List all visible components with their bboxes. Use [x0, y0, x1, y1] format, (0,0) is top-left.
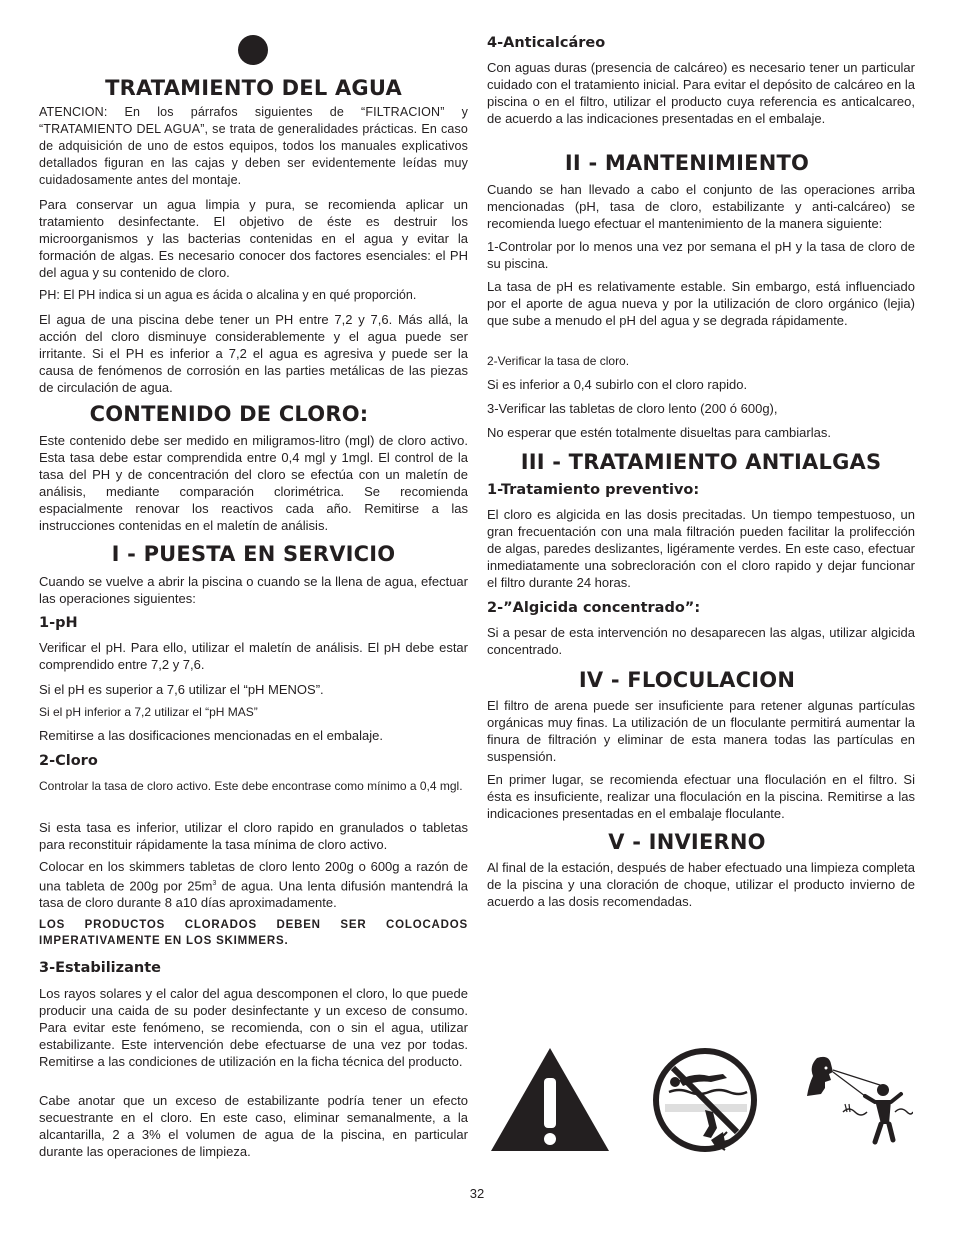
paragraph-ph-mas: Si el pH inferior a 7,2 utilizar el “pH MAS”	[39, 705, 258, 719]
subheading-cloro: 2-Cloro	[39, 753, 98, 769]
paragraph-ph-menos: Si el pH es superior a 7,6 utilizar el “pH MENOS”.	[39, 682, 324, 697]
paragraph-controlar-semana: 1-Controlar por lo menos una vez por semana el pH y la tasa de cloro de su piscina.	[487, 239, 915, 271]
subheading-estabilizante: 3-Estabilizante	[39, 960, 161, 976]
paragraph-estabilizante: Los rayos solares y el calor del agua descomponen el cloro, lo que puede producir una caida de su poder desinfectante y un exceso de consumo. Para evitar este fenómeno, se recomienda, con o sin el agua, utilizar estabilizante. Este intervención debe efectuarse de una vez por todas. Remitirse a las condiciones de utilización en la ficha técnica del producto.	[39, 986, 468, 1069]
paragraph-skimmers: Colocar en los skimmers tabletas de cloro lento 200g o 600g a razón de una tableta de 200g por $25m^3$ de agua. Una lenta difusión mantendrá la tasa de cloro durante 8 a10 días aproximadamente.	[39, 859, 468, 911]
title-floculacion: IV - FLOCULACION	[578, 668, 796, 692]
paragraph-no-esperar: No esperar que estén totalmente disueltas para cambiarlas.	[487, 425, 831, 440]
supervise-children-icon	[803, 1054, 913, 1158]
section-marker-dot	[238, 35, 268, 65]
paragraph-invierno: Al final de la estación, después de haber efectuado una limpieza completa de la piscina y una cloración de choque, utilizar el producto invierno de acuerdo a las dosis recomendadas.	[487, 860, 915, 909]
paragraph-exceso-estabilizante: Cabe anotar que un exceso de estabilizante podría tener un efecto secuestrante en el cloro. En este caso, eliminar semanalmente, a la alcantarilla, 2 a 3% el volumen de agua de la piscina, en particular durante las operaciones de limpieza.	[39, 1093, 468, 1159]
title-mantenimiento: II - MANTENIMIENTO	[564, 151, 810, 175]
subheading-algicida-concentrado: 2-”Algicida concentrado”:	[487, 600, 701, 616]
page-number: 32	[469, 1186, 485, 1201]
paragraph-floculacion-filtro: En primer lugar, se recomienda efectuar una floculación en el filtro. Si ésta es insuficiente, realizar una floculación en la piscina. Remitirse a las indicaciones presentadas en el embalaje floculante.	[487, 772, 915, 821]
paragraph-tabletas: 3-Verificar las tabletas de cloro lento (200 ó 600g),	[487, 401, 778, 416]
title-contenido-de-cloro: CONTENIDO DE CLORO:	[89, 402, 369, 426]
paragraph-dosificaciones: Remitirse a las dosificaciones mencionadas en el embalaje.	[39, 728, 383, 743]
paragraph-puesta-intro: Cuando se vuelve a abrir la piscina o cuando se la llena de agua, efectuar las operaciones siguientes:	[39, 574, 468, 606]
paragraph-mantenimiento-intro: Cuando se han llevado a cabo el conjunto de las operaciones arriba mencionadas (pH, tasa de cloro, estabilizante y anti-calcáreo) se recomienda luego efectuar el mantenimiento de la manera siguiente:	[487, 182, 915, 231]
paragraph-ph-estable: La tasa de pH es relativamente estable. Sin embargo, está influenciado por el aporte de agua nueva y por la utilización de cloro orgánico (lejia) que sube a menudo el pH del agua y se degrada rápidamente.	[487, 279, 915, 328]
paragraph-atencion: ATENCION: En los párrafos siguientes de “FILTRACION” y “TRATAMIENTO DEL AGUA”, se trata de generalidades prácticas. En caso de adquisición de uno de estos equipos, todos los manuales explicativos detallados figuran en las cajas y deben ser evidentemente leídas muy cuidadosamente antes del montaje.	[39, 105, 468, 187]
subheading-ph: 1-pH	[39, 615, 78, 631]
paragraph-verificar-ph: Verificar el pH. Para ello, utilizar el maletín de análisis. El pH debe estar comprendido entre 7,2 y 7,6.	[39, 640, 468, 672]
paragraph-filtro-arena: El filtro de arena puede ser insuficiente para retener algunas partículas orgánicas muy finas. La utilización de un floculante permitirá aumentar la finura de filtración y eliminar de esta manera todas las partículas en suspensión.	[487, 698, 915, 764]
title-puesta-en-servicio: I - PUESTA EN SERVICIO	[111, 542, 396, 566]
paragraph-ph-rango: El agua de una piscina debe tener un PH entre 7,2 y 7,6. Más allá, la acción del cloro disminuye considerablemente y el agua puede ser irritante. Si el PH es inferior a 7,2 el agua es agresiva y puede ser la causa de fenómenos de corrosión en las parties metálicas de las piezas de circulación de agua.	[39, 312, 468, 395]
paragraph-controlar-cloro: Controlar la tasa de cloro activo. Este debe encontrase como mínimo a 0,4 mgl.	[39, 779, 463, 793]
paragraph-subir-cloro: Si es inferior a 0,4 subirlo con el cloro rapido.	[487, 377, 748, 392]
subheading-tratamiento-preventivo: 1-Tratamiento preventivo:	[487, 482, 700, 498]
paragraph-cloro-rapido: Si esta tasa es inferior, utilizar el cloro rapido en granulados o tabletas para reconstituir rápidamente la tasa mínima de cloro activo.	[39, 820, 468, 852]
paragraph-ph-definicion: PH: El PH indica si un agua es ácida o alcalina y en qué proporción.	[39, 288, 417, 302]
title-tratamiento-del-agua: TRATAMIENTO DEL AGUA	[105, 76, 402, 100]
paragraph-algas-persisten: Si a pesar de esta intervención no desaparecen las algas, utilizar algicida concentrado.	[487, 625, 915, 657]
paragraph-verificar-cloro: 2-Verificar la tasa de cloro.	[487, 354, 630, 368]
paragraph-algicida: El cloro es algicida en las dosis precitadas. Un tiempo tempestuoso, un gran frecuentación con una mala filtración pueden facilitar la prolifección de algas, paredes deslizantes, ligéramente verdes. En este caso, efectuar inmediatamente una sobrecloración con el cloro rapido y dejar funcionar el filtro durante 24 horas.	[487, 507, 915, 590]
title-tratamiento-antialgas: III - TRATAMIENTO ANTIALGAS	[520, 450, 882, 474]
paragraph-anticalcareo: Con aguas duras (presencia de calcáreo) es necesario tener un particular cuidado con el tratamiento inicial. Para evitar el depósito de calcáreo en la piscina o en el filtro, utilizar el producto cuya referencia es anticalcareo, de acuerdo a las indicaciones presentadas en el embalaje.	[487, 60, 915, 126]
title-invierno: V - INVIERNO	[608, 830, 766, 854]
paragraph-agua-limpia: Para conservar un agua limpia y pura, se recomienda aplicar un tratamiento desinfectante. El objetivo de éste es destruir los microorganismos y las bacterias contenidas en el agua y evitar la formación de algas. Es necesario conocer dos factores esenciales: el PH del agua y su contenido de cloro.	[39, 197, 468, 280]
paragraph-contenido-cloro: Este contenido debe ser medido en miligramos-litro (mgl) de cloro activo. Esta tasa debe estar comprendida entre 0,4 mgl y 1mgl. El control de la tasa del PH y de concentración del cloro se efectúa con un maletín de análisis, mediante comparación clorimétrica. Se recomienda espacialmente renovar los reactivos cada año. Remitirse a las instrucciones contenidas en el maletín de análisis.	[39, 433, 468, 533]
subheading-anticalcareo: 4-Anticalcáreo	[487, 35, 606, 51]
no-diving-icon	[651, 1046, 759, 1154]
warning-productos-clorados: LOS PRODUCTOS CLORADOS DEBEN SER COLOCADOS IMPERATIVAMENTE EN LOS SKIMMERS.	[39, 919, 468, 947]
warning-triangle-icon	[489, 1046, 611, 1153]
